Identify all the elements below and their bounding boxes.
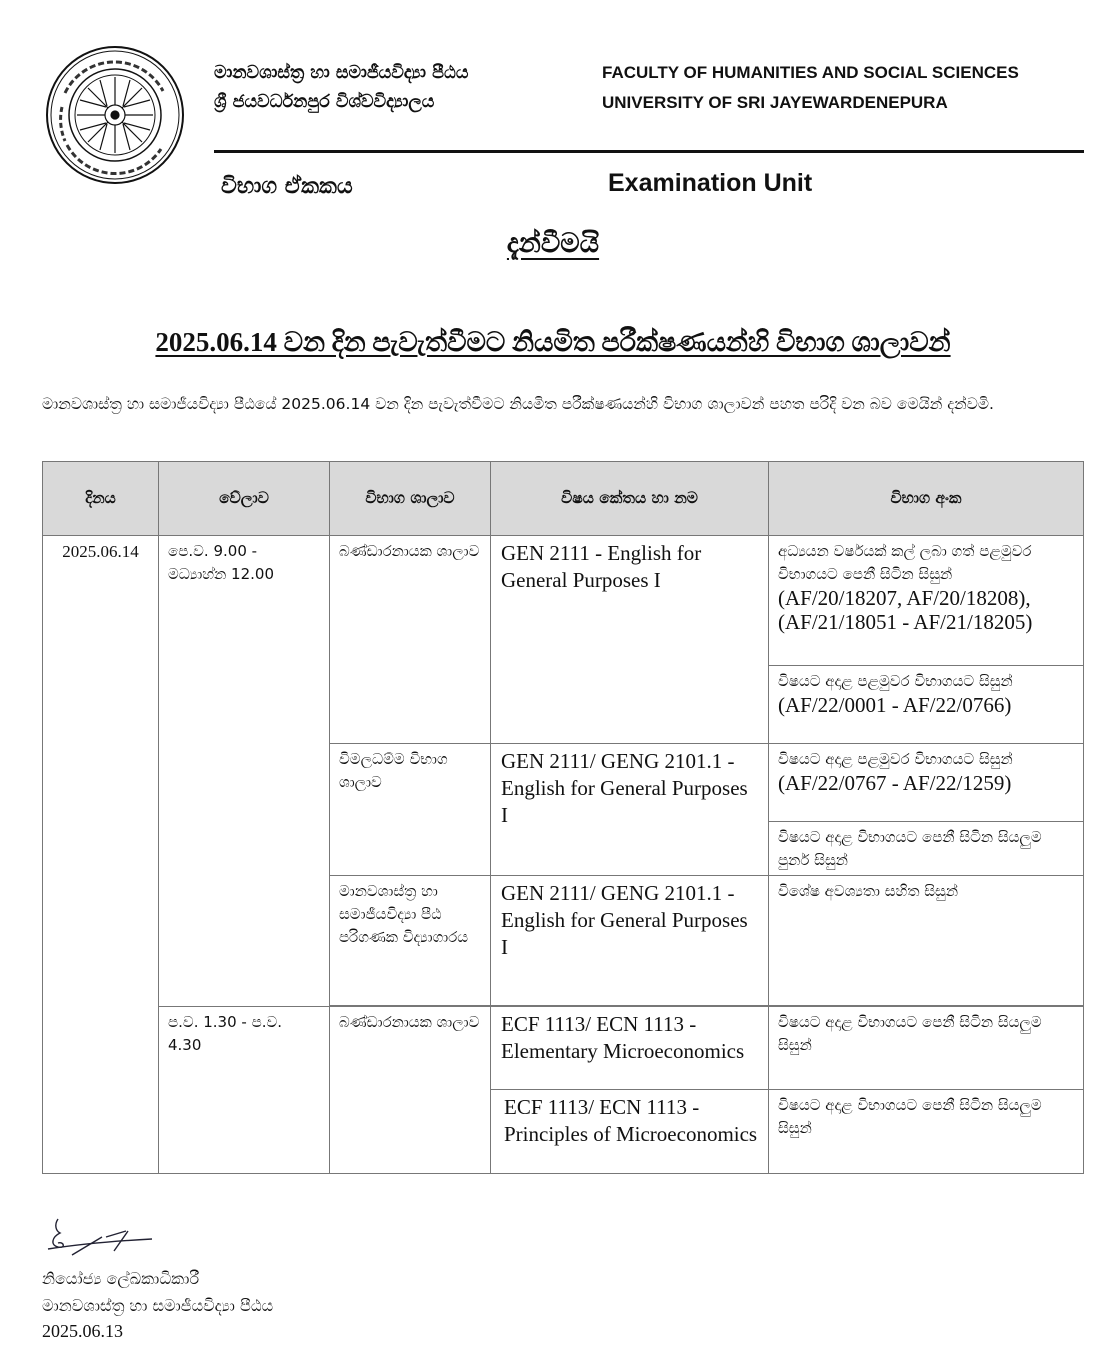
table-header-row: [43, 462, 1084, 536]
table-row: [43, 536, 1084, 666]
subject-cell: ECF 1113/ ECN 1113 - Elementary Microeconomics: [491, 1007, 769, 1090]
hall-cell: විමලධම්ම විභාග ශාලාව: [330, 744, 491, 876]
group-description: අධ්‍යයන වර්ෂයක් කල් ලබා ගත් පළමුවර විභාගයට පෙනී සිටින සිසුන්: [778, 542, 1032, 583]
faculty-name-english: FACULTY OF HUMANITIES AND SOCIAL SCIENCES: [602, 63, 1019, 82]
notice-heading: දැන්වීමයි: [506, 228, 600, 259]
signature: [44, 1215, 159, 1263]
intro-paragraph: මානවශාස්ත්‍ර හා සමාජීයවිද්‍යා පීඨයේ 2025.06.14 වන දින පැවැත්වීමට නියමිත පරීක්ෂණයන්හි විභාග ශාලාවන් පහත පරිදි වන බව මෙයින් දන්වමි.: [42, 395, 994, 413]
index-range: (AF/22/0767 - AF/22/1259): [778, 771, 1012, 795]
student-group-cell: විෂයට අදාළ විභාගයට පෙනී සිටින සියලුම පුනර් සිසුන්: [769, 822, 1084, 876]
document-title: 2025.06.14 වන දින පැවැත්වීමට නියමිත පරීක්ෂණයන්හි විභාග ශාලාවන්: [155, 327, 951, 357]
hall-cell: බණ්ඩාරනායක ශාලාව: [330, 536, 491, 744]
header-divider: [214, 150, 1084, 153]
header-subject: විෂය කේතය හා නම: [491, 462, 769, 536]
subject-cell: GEN 2111 - English for General Purposes I: [491, 536, 769, 744]
signatory-designation: නියෝජ්‍ය ලේඛකාධිකාරී: [42, 1269, 200, 1288]
student-group-cell: [769, 666, 1084, 744]
faculty-name-sinhala: මානවශාස්ත්‍ර හා සමාජීයවිද්‍යා පීඨය: [214, 63, 469, 83]
student-group-cell: විශේෂ අවශ්‍යතා සහිත සිසුන්: [769, 876, 1084, 1006]
subject-cell: GEN 2111/ GENG 2101.1 - English for General Purposes I: [491, 744, 769, 876]
unit-name-english: Examination Unit: [608, 169, 813, 197]
subject-cell: ECF 1113/ ECN 1113 - Principles of Microeconomics: [491, 1090, 769, 1174]
university-name-english: UNIVERSITY OF SRI JAYEWARDENEPURA: [602, 93, 948, 112]
exam-schedule-table: [42, 461, 1084, 1174]
hall-cell: බණ්ඩාරනායක ශාලාව: [330, 1007, 491, 1174]
university-seal-logo: [45, 45, 185, 185]
exam-date-cell: 2025.06.14: [43, 536, 159, 1174]
header-date: දිනය: [43, 462, 159, 536]
header-hall: විභාග ශාලාව: [330, 462, 491, 536]
signatory-faculty: මානවශාස්ත්‍ර හා සමාජීයවිද්‍යා පීඨය: [42, 1296, 274, 1315]
student-group-cell: විෂයට අදාළ විභාගයට පෙනී සිටින සියලුම සිසුන්: [769, 1090, 1084, 1174]
student-group-cell: [769, 536, 1084, 666]
group-description: විෂයට අදාළ පළමුවර විභාගයට සිසුන්: [778, 672, 1013, 690]
group-description: විෂයට අදාළ පළමුවර විභාගයට සිසුන්: [778, 750, 1013, 768]
index-range: (AF/20/18207, AF/20/18208),: [778, 586, 1031, 610]
subject-cell: GEN 2111/ GENG 2101.1 - English for General Purposes I: [491, 876, 769, 1006]
afternoon-time-cell: ප.ව. 1.30 - ප.ව. 4.30: [159, 1007, 330, 1174]
hall-cell: මානවශාස්ත්‍ර හා සමාජීයවිද්‍යා පීඨ පරිගණක විද්‍යාගාරය: [330, 876, 491, 1006]
university-name-sinhala: ශ්‍රී ජයවර්ධනපුර විශ්වවිද්‍යාලය: [214, 92, 435, 112]
issue-date: 2025.06.13: [42, 1321, 123, 1341]
student-group-cell: [769, 744, 1084, 822]
index-range: (AF/21/18051 - AF/21/18205): [778, 610, 1033, 634]
student-group-cell: විෂයට අදාළ විභාගයට පෙනී සිටින සියලුම සිසුන්: [769, 1007, 1084, 1090]
table-row: [43, 1007, 1084, 1090]
unit-name-sinhala: විභාග ඒකකය: [221, 174, 353, 199]
header-time: වේලාව: [159, 462, 330, 536]
header-index-numbers: විභාග අංක: [769, 462, 1084, 536]
morning-time-cell: පෙ.ව. 9.00 - මධ්‍යාහ්න 12.00: [159, 536, 330, 1007]
index-range: (AF/22/0001 - AF/22/0766): [778, 693, 1012, 717]
